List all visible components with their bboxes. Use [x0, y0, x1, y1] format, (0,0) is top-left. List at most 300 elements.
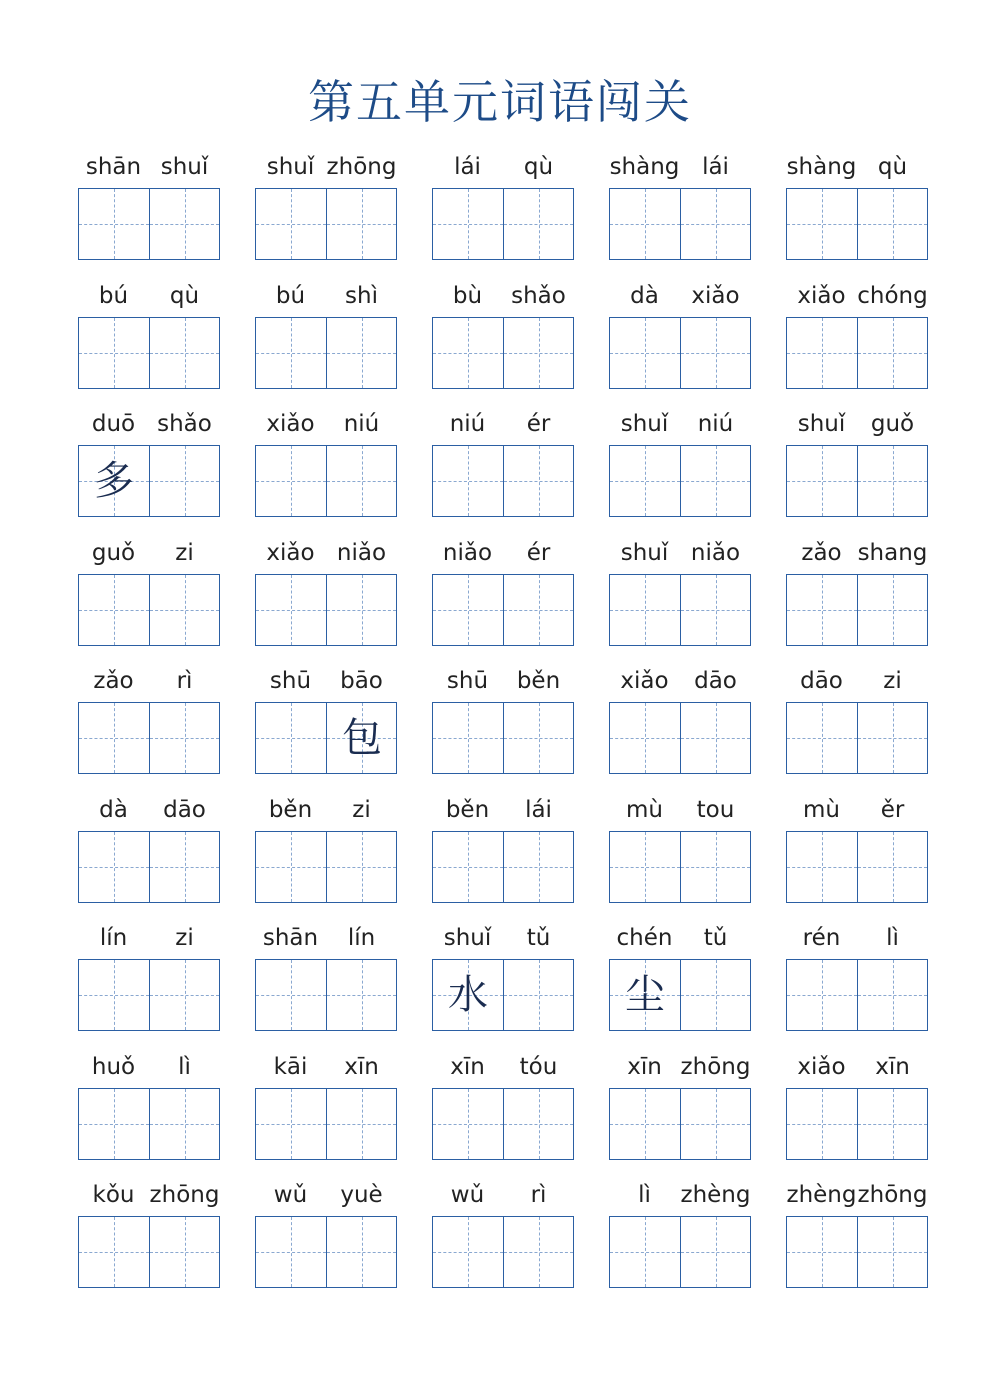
word-item: [786, 1050, 928, 1162]
tianzige-box[interactable]: [79, 189, 149, 259]
word-item: [255, 793, 397, 905]
tianzige-box[interactable]: [433, 960, 503, 1030]
pinyin-syllable: niú: [343, 411, 380, 437]
pinyin-syllable: shuǐ: [443, 925, 492, 951]
pinyin-syllable: xīn: [344, 1053, 379, 1080]
pinyin-row: [255, 283, 397, 317]
tianzige-box[interactable]: [79, 318, 149, 388]
handwritten-character: [256, 832, 326, 902]
word-item: [786, 664, 928, 776]
handwritten-character: [79, 318, 149, 388]
tianzige-box[interactable]: [433, 1089, 503, 1159]
tianzige-box[interactable]: [149, 1089, 219, 1159]
word-item: [255, 1050, 397, 1162]
tianzige-box[interactable]: [787, 1217, 857, 1287]
tianzige-box[interactable]: [503, 960, 573, 1030]
tianzige-box-pair: [78, 1216, 220, 1288]
tianzige-box[interactable]: [149, 1217, 219, 1287]
pinyin-syllable: lái: [525, 796, 552, 823]
tianzige-box[interactable]: [610, 832, 680, 902]
tianzige-box-pair: [786, 1088, 928, 1160]
handwritten-character: [610, 318, 680, 388]
handwritten-character: [79, 575, 149, 645]
handwritten-character: [327, 189, 397, 259]
pinyin-row: [78, 540, 220, 574]
pinyin-syllable: lái: [702, 154, 729, 180]
tianzige-box[interactable]: [610, 575, 680, 645]
word-item: [609, 150, 751, 262]
word-item: [78, 536, 220, 648]
handwritten-character: [504, 318, 574, 388]
handwritten-character: [504, 960, 574, 1030]
pinyin-row: [78, 925, 220, 959]
pinyin-row: [786, 1182, 928, 1216]
pinyin-syllable: shuǐ: [620, 539, 669, 566]
pinyin-syllable: chén: [616, 925, 673, 951]
tianzige-box[interactable]: [680, 832, 750, 902]
tianzige-box[interactable]: [503, 318, 573, 388]
handwritten-character: [150, 189, 220, 259]
tianzige-box[interactable]: [149, 189, 219, 259]
pinyin-syllable: zhèng: [786, 1182, 857, 1208]
pinyin-row: [786, 411, 928, 445]
tianzige-box[interactable]: [610, 318, 680, 388]
word-item: [786, 150, 928, 262]
handwritten-character: [787, 1217, 857, 1287]
handwritten-character: [681, 1217, 751, 1287]
pinyin-row: [78, 1182, 220, 1216]
handwritten-character: [504, 703, 574, 773]
handwritten-character: [504, 832, 574, 902]
pinyin-syllable: lín: [99, 925, 128, 951]
tianzige-box[interactable]: [680, 189, 750, 259]
pinyin-syllable: xiǎo: [266, 411, 315, 437]
word-item: [432, 279, 574, 391]
tianzige-box[interactable]: [787, 832, 857, 902]
pinyin-syllable: zǎo: [93, 668, 134, 694]
pinyin-syllable: dà: [99, 796, 128, 823]
tianzige-box-pair: [255, 1088, 397, 1160]
tianzige-box-pair: [786, 959, 928, 1031]
tianzige-box[interactable]: [503, 832, 573, 902]
pinyin-row: [432, 1182, 574, 1216]
pinyin-row: [255, 668, 397, 702]
tianzige-box[interactable]: [326, 832, 396, 902]
pinyin-syllable: shū: [269, 668, 312, 694]
tianzige-box[interactable]: [149, 703, 219, 773]
tianzige-box[interactable]: [433, 189, 503, 259]
tianzige-box[interactable]: [857, 1089, 927, 1159]
handwritten-character: [610, 575, 680, 645]
tianzige-box[interactable]: [787, 1089, 857, 1159]
handwritten-character: [610, 446, 680, 516]
pinyin-syllable: niǎo: [442, 539, 493, 566]
tianzige-box[interactable]: [326, 575, 396, 645]
pinyin-row: [609, 668, 751, 702]
handwritten-character: [787, 189, 857, 259]
pinyin-row: [609, 283, 751, 317]
handwritten-character: [858, 1089, 928, 1159]
pinyin-row: [786, 925, 928, 959]
pinyin-syllable: yuè: [340, 1182, 383, 1208]
tianzige-box[interactable]: [680, 575, 750, 645]
pinyin-syllable: shuǐ: [266, 154, 315, 180]
tianzige-box[interactable]: [680, 1089, 750, 1159]
handwritten-character: [681, 1089, 751, 1159]
tianzige-box[interactable]: [610, 1089, 680, 1159]
handwritten-character: [787, 446, 857, 516]
pinyin-syllable: mù: [803, 796, 840, 823]
pinyin-syllable: rén: [802, 925, 841, 951]
tianzige-box[interactable]: [433, 575, 503, 645]
tianzige-box[interactable]: [256, 1089, 326, 1159]
pinyin-syllable: tóu: [519, 1053, 558, 1080]
tianzige-box-pair: [255, 445, 397, 517]
tianzige-box[interactable]: [610, 960, 680, 1030]
tianzige-box[interactable]: [149, 960, 219, 1030]
tianzige-box[interactable]: [256, 575, 326, 645]
word-item: [78, 921, 220, 1033]
tianzige-box-pair: [432, 188, 574, 260]
handwritten-character: 包: [342, 715, 382, 761]
tianzige-box-pair: [609, 1088, 751, 1160]
pinyin-syllable: bú: [98, 282, 129, 309]
handwritten-character: [256, 703, 326, 773]
pinyin-syllable: shuǐ: [620, 411, 669, 437]
pinyin-row: [78, 154, 220, 188]
tianzige-box[interactable]: [787, 575, 857, 645]
tianzige-box[interactable]: [787, 446, 857, 516]
tianzige-box[interactable]: [610, 446, 680, 516]
tianzige-box[interactable]: [326, 703, 396, 773]
word-item: [78, 279, 220, 391]
tianzige-box[interactable]: [680, 960, 750, 1030]
pinyin-syllable: niú: [697, 411, 734, 437]
pinyin-syllable: tǔ: [703, 925, 728, 951]
handwritten-character: [504, 1089, 574, 1159]
tianzige-box[interactable]: [857, 318, 927, 388]
pinyin-syllable: shuǐ: [797, 411, 846, 437]
pinyin-syllable: shān: [85, 154, 142, 180]
tianzige-box[interactable]: [787, 703, 857, 773]
word-item: [786, 1178, 928, 1290]
pinyin-row: [432, 283, 574, 317]
pinyin-syllable: rì: [176, 668, 193, 694]
word-item: [255, 1178, 397, 1290]
pinyin-syllable: dāo: [163, 796, 206, 823]
tianzige-box[interactable]: [503, 1089, 573, 1159]
tianzige-box[interactable]: [326, 446, 396, 516]
tianzige-box[interactable]: [857, 446, 927, 516]
word-item: [786, 921, 928, 1033]
handwritten-character: [79, 1217, 149, 1287]
handwritten-character: [610, 1089, 680, 1159]
word-item: [255, 536, 397, 648]
handwritten-character: [327, 575, 397, 645]
handwritten-character: [433, 1089, 503, 1159]
pinyin-syllable: lì: [886, 925, 899, 951]
handwritten-character: [681, 832, 751, 902]
tianzige-box[interactable]: [680, 1217, 750, 1287]
tianzige-box[interactable]: [433, 832, 503, 902]
word-item: [78, 1050, 220, 1162]
tianzige-box-pair: [432, 1088, 574, 1160]
pinyin-row: [255, 797, 397, 831]
pinyin-row: [432, 668, 574, 702]
pinyin-syllable: guǒ: [91, 539, 136, 566]
tianzige-box-pair: [255, 959, 397, 1031]
pinyin-syllable: zi: [175, 539, 194, 566]
word-item: [609, 793, 751, 905]
pinyin-syllable: niú: [449, 411, 486, 437]
tianzige-box-pair: [786, 702, 928, 774]
tianzige-box[interactable]: [503, 1217, 573, 1287]
pinyin-row: [78, 797, 220, 831]
tianzige-box[interactable]: [326, 1089, 396, 1159]
word-item: [78, 150, 220, 262]
tianzige-box[interactable]: [433, 1217, 503, 1287]
tianzige-box[interactable]: [503, 446, 573, 516]
handwritten-character: [681, 446, 751, 516]
tianzige-box[interactable]: [326, 189, 396, 259]
tianzige-box[interactable]: [503, 703, 573, 773]
tianzige-box-pair: [609, 959, 751, 1031]
pinyin-syllable: tou: [696, 796, 735, 823]
handwritten-character: [787, 575, 857, 645]
handwritten-character: [858, 575, 928, 645]
pinyin-row: [78, 668, 220, 702]
tianzige-box[interactable]: [79, 703, 149, 773]
handwritten-character: [610, 703, 680, 773]
tianzige-box[interactable]: [256, 703, 326, 773]
handwritten-character: [256, 189, 326, 259]
word-item: [786, 536, 928, 648]
word-item: [609, 407, 751, 519]
pinyin-row: [786, 154, 928, 188]
pinyin-syllable: xīn: [627, 1053, 662, 1080]
handwritten-character: [79, 1089, 149, 1159]
tianzige-box[interactable]: [79, 1217, 149, 1287]
handwritten-character: [433, 703, 503, 773]
pinyin-syllable: zǎo: [801, 539, 842, 566]
tianzige-box[interactable]: [79, 960, 149, 1030]
pinyin-syllable: běn: [268, 796, 313, 823]
word-item: [609, 664, 751, 776]
pinyin-syllable: běn: [445, 796, 490, 823]
word-item: [609, 536, 751, 648]
tianzige-box[interactable]: [149, 446, 219, 516]
tianzige-box[interactable]: [503, 575, 573, 645]
tianzige-box[interactable]: [149, 318, 219, 388]
handwritten-character: [433, 318, 503, 388]
handwritten-character: [504, 189, 574, 259]
pinyin-syllable: lín: [347, 925, 376, 951]
tianzige-box-pair: [78, 702, 220, 774]
tianzige-box[interactable]: [857, 189, 927, 259]
word-item: [786, 407, 928, 519]
pinyin-row: [609, 797, 751, 831]
pinyin-syllable: shàng: [609, 154, 680, 180]
word-item: [78, 793, 220, 905]
handwritten-character: [150, 1217, 220, 1287]
tianzige-box[interactable]: [433, 318, 503, 388]
tianzige-box[interactable]: [326, 318, 396, 388]
tianzige-box-pair: [255, 317, 397, 389]
tianzige-box[interactable]: [610, 703, 680, 773]
pinyin-syllable: wǔ: [273, 1182, 308, 1208]
pinyin-row: [432, 797, 574, 831]
pinyin-syllable: niǎo: [690, 539, 741, 566]
pinyin-syllable: ér: [526, 411, 551, 437]
word-item: [609, 921, 751, 1033]
tianzige-box-pair: [255, 702, 397, 774]
tianzige-box[interactable]: [857, 703, 927, 773]
tianzige-box[interactable]: [326, 1217, 396, 1287]
handwritten-character: 水: [448, 972, 488, 1018]
pinyin-syllable: guǒ: [870, 411, 915, 437]
tianzige-box-pair: [609, 317, 751, 389]
pinyin-syllable: shàng: [786, 154, 857, 180]
tianzige-box[interactable]: [787, 960, 857, 1030]
tianzige-box[interactable]: [256, 318, 326, 388]
handwritten-character: [256, 1217, 326, 1287]
pinyin-syllable: lì: [178, 1053, 191, 1080]
handwritten-character: [327, 318, 397, 388]
handwritten-character: [150, 575, 220, 645]
word-item: [255, 664, 397, 776]
tianzige-box-pair: [609, 1216, 751, 1288]
handwritten-character: [504, 1217, 574, 1287]
pinyin-row: [78, 283, 220, 317]
pinyin-syllable: xīn: [875, 1053, 910, 1080]
handwritten-character: [858, 189, 928, 259]
handwritten-character: [256, 960, 326, 1030]
tianzige-box[interactable]: [256, 1217, 326, 1287]
tianzige-box[interactable]: [680, 318, 750, 388]
word-item: [432, 793, 574, 905]
handwritten-character: 尘: [625, 972, 665, 1018]
handwritten-character: [681, 703, 751, 773]
pinyin-syllable: bāo: [340, 668, 383, 694]
tianzige-box[interactable]: [149, 575, 219, 645]
word-item: [432, 407, 574, 519]
pinyin-syllable: shuǐ: [160, 154, 209, 180]
pinyin-syllable: xīn: [450, 1053, 485, 1080]
handwritten-character: [256, 318, 326, 388]
pinyin-row: [432, 925, 574, 959]
tianzige-box[interactable]: [79, 446, 149, 516]
pinyin-syllable: zi: [175, 925, 194, 951]
tianzige-box[interactable]: [610, 1217, 680, 1287]
pinyin-row: [786, 540, 928, 574]
word-item: [432, 921, 574, 1033]
handwritten-character: [681, 318, 751, 388]
handwritten-character: [610, 1217, 680, 1287]
tianzige-box-pair: [255, 831, 397, 903]
handwritten-character: [787, 703, 857, 773]
handwritten-character: [150, 446, 220, 516]
tianzige-box[interactable]: [433, 703, 503, 773]
handwritten-character: [150, 703, 220, 773]
tianzige-box-pair: [609, 702, 751, 774]
tianzige-box[interactable]: [79, 1089, 149, 1159]
handwritten-character: [610, 832, 680, 902]
tianzige-box[interactable]: [503, 189, 573, 259]
handwritten-character: [504, 575, 574, 645]
pinyin-syllable: zhōng: [149, 1182, 220, 1208]
tianzige-box[interactable]: [680, 446, 750, 516]
handwritten-character: [79, 960, 149, 1030]
tianzige-box[interactable]: [256, 189, 326, 259]
handwritten-character: [681, 189, 751, 259]
pinyin-syllable: shū: [446, 668, 489, 694]
tianzige-box[interactable]: [326, 960, 396, 1030]
pinyin-row: [78, 1054, 220, 1088]
pinyin-syllable: zi: [883, 668, 902, 694]
tianzige-box[interactable]: [79, 575, 149, 645]
pinyin-syllable: bú: [275, 282, 306, 309]
pinyin-syllable: lì: [638, 1182, 651, 1208]
tianzige-box[interactable]: [857, 1217, 927, 1287]
handwritten-character: [433, 446, 503, 516]
handwritten-character: [433, 832, 503, 902]
handwritten-character: [504, 446, 574, 516]
tianzige-box[interactable]: [857, 960, 927, 1030]
pinyin-row: [609, 1054, 751, 1088]
pinyin-syllable: shang: [857, 539, 928, 566]
tianzige-box[interactable]: [433, 446, 503, 516]
tianzige-box[interactable]: [787, 318, 857, 388]
pinyin-syllable: zhōng: [326, 154, 397, 180]
pinyin-syllable: rì: [530, 1182, 547, 1208]
pinyin-syllable: zi: [352, 796, 371, 823]
handwritten-character: [150, 832, 220, 902]
pinyin-syllable: qù: [877, 154, 908, 180]
tianzige-box[interactable]: [680, 703, 750, 773]
handwritten-character: [787, 960, 857, 1030]
pinyin-syllable: kāi: [273, 1053, 308, 1080]
tianzige-box[interactable]: [79, 832, 149, 902]
tianzige-box[interactable]: [149, 832, 219, 902]
pinyin-syllable: bù: [452, 282, 483, 309]
word-item: [255, 407, 397, 519]
tianzige-box-pair: [432, 702, 574, 774]
pinyin-row: [786, 668, 928, 702]
handwritten-character: [256, 446, 326, 516]
handwritten-character: [858, 703, 928, 773]
tianzige-box[interactable]: [256, 960, 326, 1030]
pinyin-row: [786, 797, 928, 831]
tianzige-box[interactable]: [787, 189, 857, 259]
word-item: [255, 279, 397, 391]
tianzige-box-pair: [78, 574, 220, 646]
pinyin-row: [255, 411, 397, 445]
tianzige-box[interactable]: [857, 832, 927, 902]
tianzige-box[interactable]: [256, 446, 326, 516]
pinyin-syllable: dà: [630, 282, 659, 309]
tianzige-box-pair: [432, 317, 574, 389]
pinyin-syllable: xiǎo: [266, 539, 315, 566]
handwritten-character: [327, 832, 397, 902]
tianzige-box[interactable]: [610, 189, 680, 259]
pinyin-row: [432, 154, 574, 188]
tianzige-box[interactable]: [857, 575, 927, 645]
handwritten-character: [858, 832, 928, 902]
handwritten-character: [858, 318, 928, 388]
tianzige-box-pair: [786, 188, 928, 260]
pinyin-syllable: shǎo: [157, 411, 212, 437]
tianzige-box[interactable]: [256, 832, 326, 902]
